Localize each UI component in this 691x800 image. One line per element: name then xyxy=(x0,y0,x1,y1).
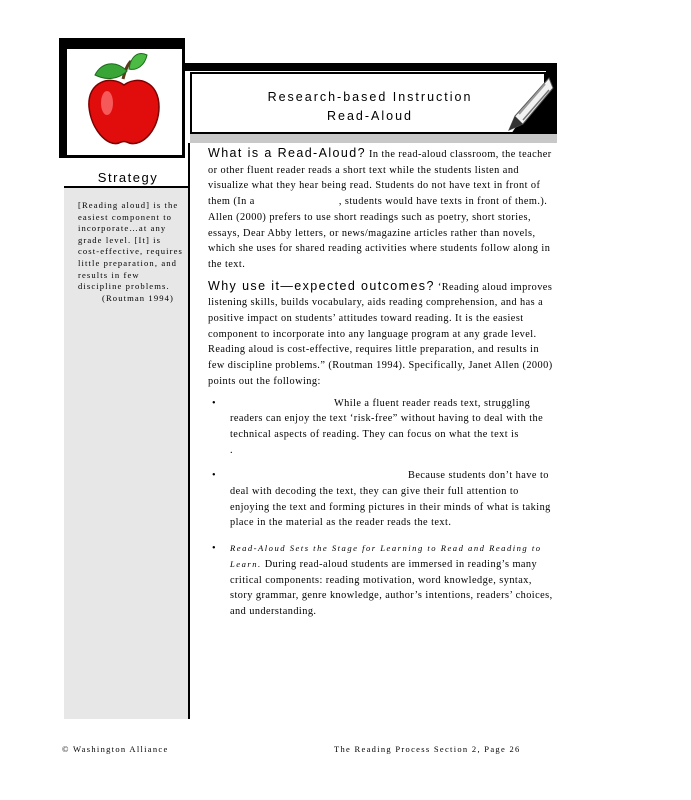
question-heading: What is a Read-Aloud? xyxy=(208,146,366,160)
header-banner xyxy=(190,72,546,134)
paragraph-what-is xyxy=(208,146,553,273)
header-title: Research-based Instruction xyxy=(267,90,473,104)
bullet-icon: • xyxy=(212,397,217,409)
paragraph-text: , students would have texts in front of them.). Allen (2000) prefers to use short readings such as poetry, short stories, essays, Dear Abby letters, or news/magazine articles rather than novels, which she uses for shared reading activities where students follow along in the text. xyxy=(208,196,551,270)
bullet-icon: • xyxy=(212,470,217,482)
list-item-text: While a fluent reader reads text, struggling readers can enjoy the text ‘risk-free” without having to deal with the technical aspects of reading. They can focus on what the text is xyxy=(230,397,544,440)
pen-nib-icon xyxy=(505,74,555,134)
list-item xyxy=(208,468,553,531)
apple-box xyxy=(64,46,185,158)
header-subtitle: Read-Aloud xyxy=(326,109,413,123)
list-item xyxy=(208,541,553,620)
list-item-tail: . xyxy=(230,444,234,456)
paragraph-text: In the read-aloud classroom, the teacher or other fluent reader reads a short text while the students listen and visualize what they hear being read. Students do not have text in front of them (In a xyxy=(208,149,552,208)
sidebar-quote xyxy=(78,200,184,304)
vertical-divider xyxy=(188,143,190,719)
sidebar-citation: (Routman 1994) xyxy=(102,292,174,303)
bullet-icon: • xyxy=(212,543,217,555)
paragraph-text: ‘Reading aloud improves listening skills, builds vocabulary, aids reading comprehension, and has a positive impact on students’ attitudes toward reading. It is the easiest component to incorporate into any language program at any grade level. Reading aloud is cost-effective, requires little preparation, and results in few discipline problems.” (Routman 1994). Specifically, Janet Allen (2000) points out the following: xyxy=(208,281,553,387)
footer-page-info: The Reading Process Section 2, Page 26 xyxy=(334,744,521,754)
main-content xyxy=(208,146,553,630)
question-heading: Why use it—expected outcomes? xyxy=(208,278,435,293)
list-item-text: During read-aloud students are immersed in reading’s many critical components: reading motivation, word knowledge, syntax, story grammar, genre knowledge, author’s intentions, readers’ choices, and understanding. xyxy=(230,558,553,617)
header-gray-bar xyxy=(190,134,557,143)
sidebar-quote-text: [Reading aloud] is the easiest component to incorporate…at any grade level. [It] is cost-effective, requires little preparation, and results in few discipline problems. xyxy=(78,200,183,292)
list-item xyxy=(208,396,553,459)
outcome-list xyxy=(208,396,553,620)
paragraph-why-use xyxy=(208,279,553,390)
list-item-text: Because students don’t have to deal with decoding the text, they can give their full attention to enjoying the text and forming pictures in their minds of what is taking place in the material as the reader reads the text. xyxy=(230,470,551,529)
banner-top-bar xyxy=(185,63,557,71)
list-item-lead: Read-Aloud Sets the Stage for Learning to Read and Reading to Learn. xyxy=(230,543,542,569)
footer-copyright: © Washington Alliance xyxy=(62,744,169,754)
sidebar-label: Strategy xyxy=(97,170,159,185)
apple-icon xyxy=(67,49,182,155)
